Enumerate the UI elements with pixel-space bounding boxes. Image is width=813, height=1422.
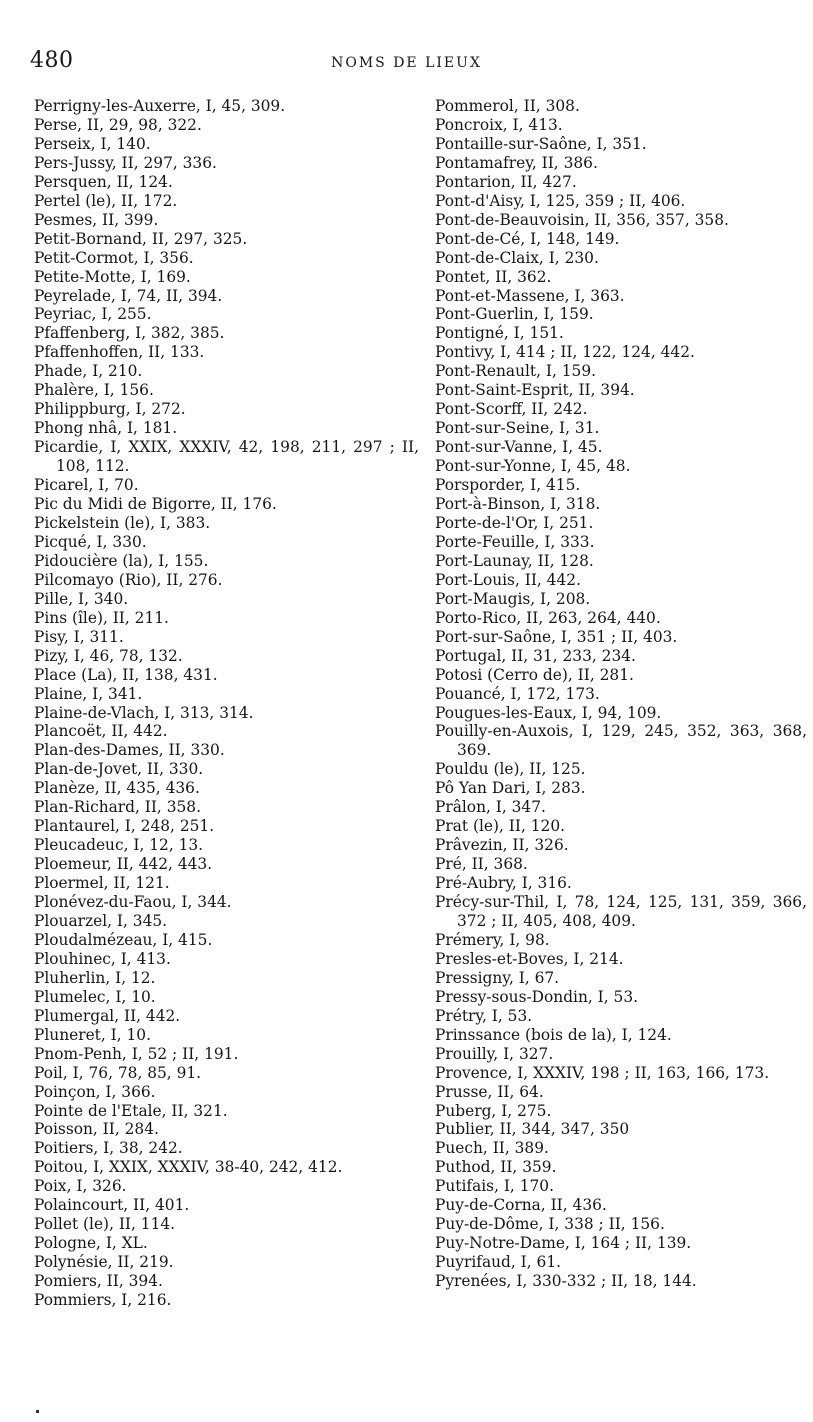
index-entry: Publier, II, 344, 347, 350: [435, 1120, 630, 1139]
index-entry: Prémery, I, 98.: [435, 930, 550, 949]
index-entry: Prat (le), II, 120.: [435, 817, 566, 836]
index-entry: Plantaurel, I, 248, 251.: [34, 817, 215, 836]
index-entry: Pologne, I, XL.: [34, 1234, 148, 1253]
index-entry: Plouhinec, I, 413.: [34, 949, 171, 968]
index-entry: Pont-sur-Seine, I, 31.: [435, 419, 600, 438]
index-entry: Provence, I, XXXIV, 198 ; II, 163, 166, 173.: [435, 1063, 770, 1082]
index-entry: Pontivy, I, 414 ; II, 122, 124, 442.: [435, 343, 695, 362]
index-entry: Pesmes, II, 399.: [34, 210, 159, 229]
index-entry: Pouancé, I, 172, 173.: [435, 684, 600, 703]
index-entry: Port-Maugis, I, 208.: [435, 589, 591, 608]
index-entry: Pontigné, I, 151.: [435, 324, 564, 343]
index-entry: Pommerol, II, 308.: [435, 97, 580, 115]
index-entry: Pô Yan Dari, I, 283.: [435, 779, 586, 798]
index-entry: Phalère, I, 156.: [34, 381, 154, 400]
index-entry: Prusse, II, 64.: [435, 1082, 544, 1101]
index-column-right: [435, 97, 807, 1291]
index-entry: Pollet (le), II, 114.: [34, 1215, 176, 1234]
index-entry: Prouilly, I, 327.: [435, 1044, 554, 1063]
index-entry: Pontet, II, 362.: [435, 267, 552, 286]
index-entry: Poncroix, I, 413.: [435, 115, 563, 134]
index-entry: Port-sur-Saône, I, 351 ; II, 403.: [435, 627, 678, 646]
index-entry: Potosi (Cerro de), II, 281.: [435, 665, 634, 684]
index-entry: Pommiers, I, 216.: [34, 1291, 172, 1310]
index-entry: Pfaffenberg, I, 382, 385.: [34, 324, 225, 343]
index-entry: Pont-sur-Yonne, I, 45, 48.: [435, 457, 631, 476]
index-entry: Poix, I, 326.: [34, 1177, 127, 1196]
index-entry: Poitou, I, XXIX, XXXIV, 38-40, 242, 412.: [34, 1158, 343, 1177]
index-entry: Pidoucière (la), I, 155.: [34, 551, 209, 570]
index-entry: Perrigny-les-Auxerre, I, 45, 309.: [34, 97, 286, 115]
index-entry: Pluherlin, I, 12.: [34, 968, 156, 987]
index-entry: Pont-de-Cé, I, 148, 149.: [435, 229, 620, 248]
index-entry: Pont-et-Massene, I, 363.: [435, 286, 625, 305]
index-entry: Porte-Feuille, I, 333.: [435, 532, 595, 551]
index-entry: Pointe de l'Etale, II, 321.: [34, 1101, 228, 1120]
index-entry: Ploudalmézeau, I, 415.: [34, 930, 213, 949]
index-entry: Puech, II, 389.: [435, 1139, 549, 1158]
index-entry: Petite-Motte, I, 169.: [34, 267, 191, 286]
index-entry: Plaine, I, 341.: [34, 684, 143, 703]
index-entry: Presles-et-Boves, I, 214.: [435, 949, 624, 968]
index-entry: Pontamafrey, II, 386.: [435, 153, 598, 172]
running-head: NOMS DE LIEUX: [331, 55, 482, 71]
index-entry: Précy-sur-Thil, I, 78, 124, 125, 131, 359, 366, 372 ; II, 405, 408, 409.: [435, 893, 807, 930]
index-entry: Pille, I, 340.: [34, 589, 129, 608]
index-entry: Port-Launay, II, 128.: [435, 551, 594, 570]
index-entry: Pleucadeuc, I, 12, 13.: [34, 836, 204, 855]
index-entry: Pontaille-sur-Saône, I, 351.: [435, 134, 647, 153]
index-entry: Puthod, II, 359.: [435, 1158, 557, 1177]
index-entry: Polaincourt, II, 401.: [34, 1196, 190, 1215]
index-entry: Puyrifaud, I, 61.: [435, 1253, 562, 1272]
index-entry: Plonévez-du-Faou, I, 344.: [34, 893, 232, 912]
index-entry: Pisy, I, 311.: [34, 627, 124, 646]
index-entry: Plan-Richard, II, 358.: [34, 798, 201, 817]
index-entry: Pizy, I, 46, 78, 132.: [34, 646, 183, 665]
index-entry: Puy-de-Corna, II, 436.: [435, 1196, 607, 1215]
index-entry: Ploemeur, II, 442, 443.: [34, 855, 213, 874]
index-entry: Perseix, I, 140.: [34, 134, 151, 153]
index-entry: Persquen, II, 124.: [34, 172, 173, 191]
index-entry: Porsporder, I, 415.: [435, 476, 581, 495]
index-entry: Phade, I, 210.: [34, 362, 143, 381]
index-entry: Picardie, I, XXIX, XXXIV, 42, 198, 211, 297 ; II, 108, 112.: [34, 438, 419, 476]
index-entry: Pougues-les-Eaux, I, 94, 109.: [435, 703, 662, 722]
index-entry: Plumergal, II, 442.: [34, 1006, 181, 1025]
index-entry: Pont-Saint-Esprit, II, 394.: [435, 381, 635, 400]
index-entry: Pont-Guerlin, I, 159.: [435, 305, 594, 324]
index-entry: Place (La), II, 138, 431.: [34, 665, 218, 684]
index-entry: Pont-d'Aisy, I, 125, 359 ; II, 406.: [435, 191, 686, 210]
index-entry: Poil, I, 76, 78, 85, 91.: [34, 1063, 202, 1082]
index-entry: Pont-de-Beauvoisin, II, 356, 357, 358.: [435, 210, 729, 229]
index-entry: Pré-Aubry, I, 316.: [435, 874, 572, 893]
index-entry: Philippburg, I, 272.: [34, 400, 186, 419]
index-entry: Prâlon, I, 347.: [435, 798, 546, 817]
index-entry: Pic du Midi de Bigorre, II, 176.: [34, 495, 277, 514]
index-entry: Pilcomayo (Rio), II, 276.: [34, 570, 223, 589]
index-entry: Picqué, I, 330.: [34, 532, 147, 551]
index-entry: Pont-sur-Vanne, I, 45.: [435, 438, 603, 457]
index-entry: Poinçon, I, 366.: [34, 1082, 156, 1101]
index-entry: Pluneret, I, 10.: [34, 1025, 151, 1044]
index-column-left: [34, 97, 419, 1310]
index-entry: Pont-de-Claix, I, 230.: [435, 248, 599, 267]
index-entry: Pnom-Penh, I, 52 ; II, 191.: [34, 1044, 239, 1063]
index-entry: Putifais, I, 170.: [435, 1177, 554, 1196]
index-entry: Perse, II, 29, 98, 322.: [34, 115, 202, 134]
index-entry: Phong nhâ, I, 181.: [34, 419, 178, 438]
index-entry: Puy-de-Dôme, I, 338 ; II, 156.: [435, 1215, 665, 1234]
index-entry: Polynésie, II, 219.: [34, 1253, 174, 1272]
index-entry: Petit-Cormot, I, 356.: [34, 248, 194, 267]
index-entry: Plancoët, II, 442.: [34, 722, 168, 741]
index-entry: Petit-Bornand, II, 297, 325.: [34, 229, 248, 248]
index-entry: Port-à-Binson, I, 318.: [435, 495, 601, 514]
index-entry: Pontarion, II, 427.: [435, 172, 577, 191]
index-entry: Prâvezin, II, 326.: [435, 836, 569, 855]
index-entry: Prinssance (bois de la), I, 124.: [435, 1025, 672, 1044]
index-entry: Picarel, I, 70.: [34, 476, 139, 495]
index-entry: Peyrelade, I, 74, II, 394.: [34, 286, 223, 305]
index-entry: Planèze, II, 435, 436.: [34, 779, 200, 798]
index-entry: Pré, II, 368.: [435, 855, 528, 874]
index-entry: Pomiers, II, 394.: [34, 1272, 163, 1291]
index-entry: Peyriac, I, 255.: [34, 305, 152, 324]
index-entry: Pins (île), II, 211.: [34, 608, 169, 627]
index-entry: Pertel (le), II, 172.: [34, 191, 178, 210]
index-entry: Ploermel, II, 121.: [34, 874, 170, 893]
print-speck: [36, 1410, 39, 1413]
index-entry: Porto-Rico, II, 263, 264, 440.: [435, 608, 661, 627]
index-entry: Plan-des-Dames, II, 330.: [34, 741, 225, 760]
index-entry: Pont-Scorff, II, 242.: [435, 400, 588, 419]
index-entry: Pont-Renault, I, 159.: [435, 362, 597, 381]
index-entry: Pers-Jussy, II, 297, 336.: [34, 153, 217, 172]
index-entry: Pouilly-en-Auxois, I, 129, 245, 352, 363, 368, 369.: [435, 722, 807, 760]
index-entry: Plumelec, I, 10.: [34, 987, 156, 1006]
index-entry: Pressy-sous-Dondin, I, 53.: [435, 987, 639, 1006]
index-entry: Poitiers, I, 38, 242.: [34, 1139, 183, 1158]
index-entry: Plan-de-Jovet, II, 330.: [34, 760, 204, 779]
index-entry: Prétry, I, 53.: [435, 1006, 533, 1025]
index-entry: Plaine-de-Vlach, I, 313, 314.: [34, 703, 254, 722]
index-entry: Pressigny, I, 67.: [435, 968, 560, 987]
index-entry: Plouarzel, I, 345.: [34, 911, 168, 930]
index-entry: Puy-Notre-Dame, I, 164 ; II, 139.: [435, 1234, 692, 1253]
index-entry: Pouldu (le), II, 125.: [435, 760, 586, 779]
index-entry: Pfaffenhoffen, II, 133.: [34, 343, 205, 362]
index-entry: Portugal, II, 31, 233, 234.: [435, 646, 636, 665]
page-number: 480: [30, 48, 74, 73]
index-entry: Puberg, I, 275.: [435, 1101, 552, 1120]
index-entry: Port-Louis, II, 442.: [435, 570, 581, 589]
index-entry: Porte-de-l'Or, I, 251.: [435, 513, 594, 532]
index-entry: Pickelstein (le), I, 383.: [34, 513, 211, 532]
index-entry: Pyrenées, I, 330-332 ; II, 18, 144.: [435, 1272, 697, 1291]
index-entry: Poisson, II, 284.: [34, 1120, 159, 1139]
